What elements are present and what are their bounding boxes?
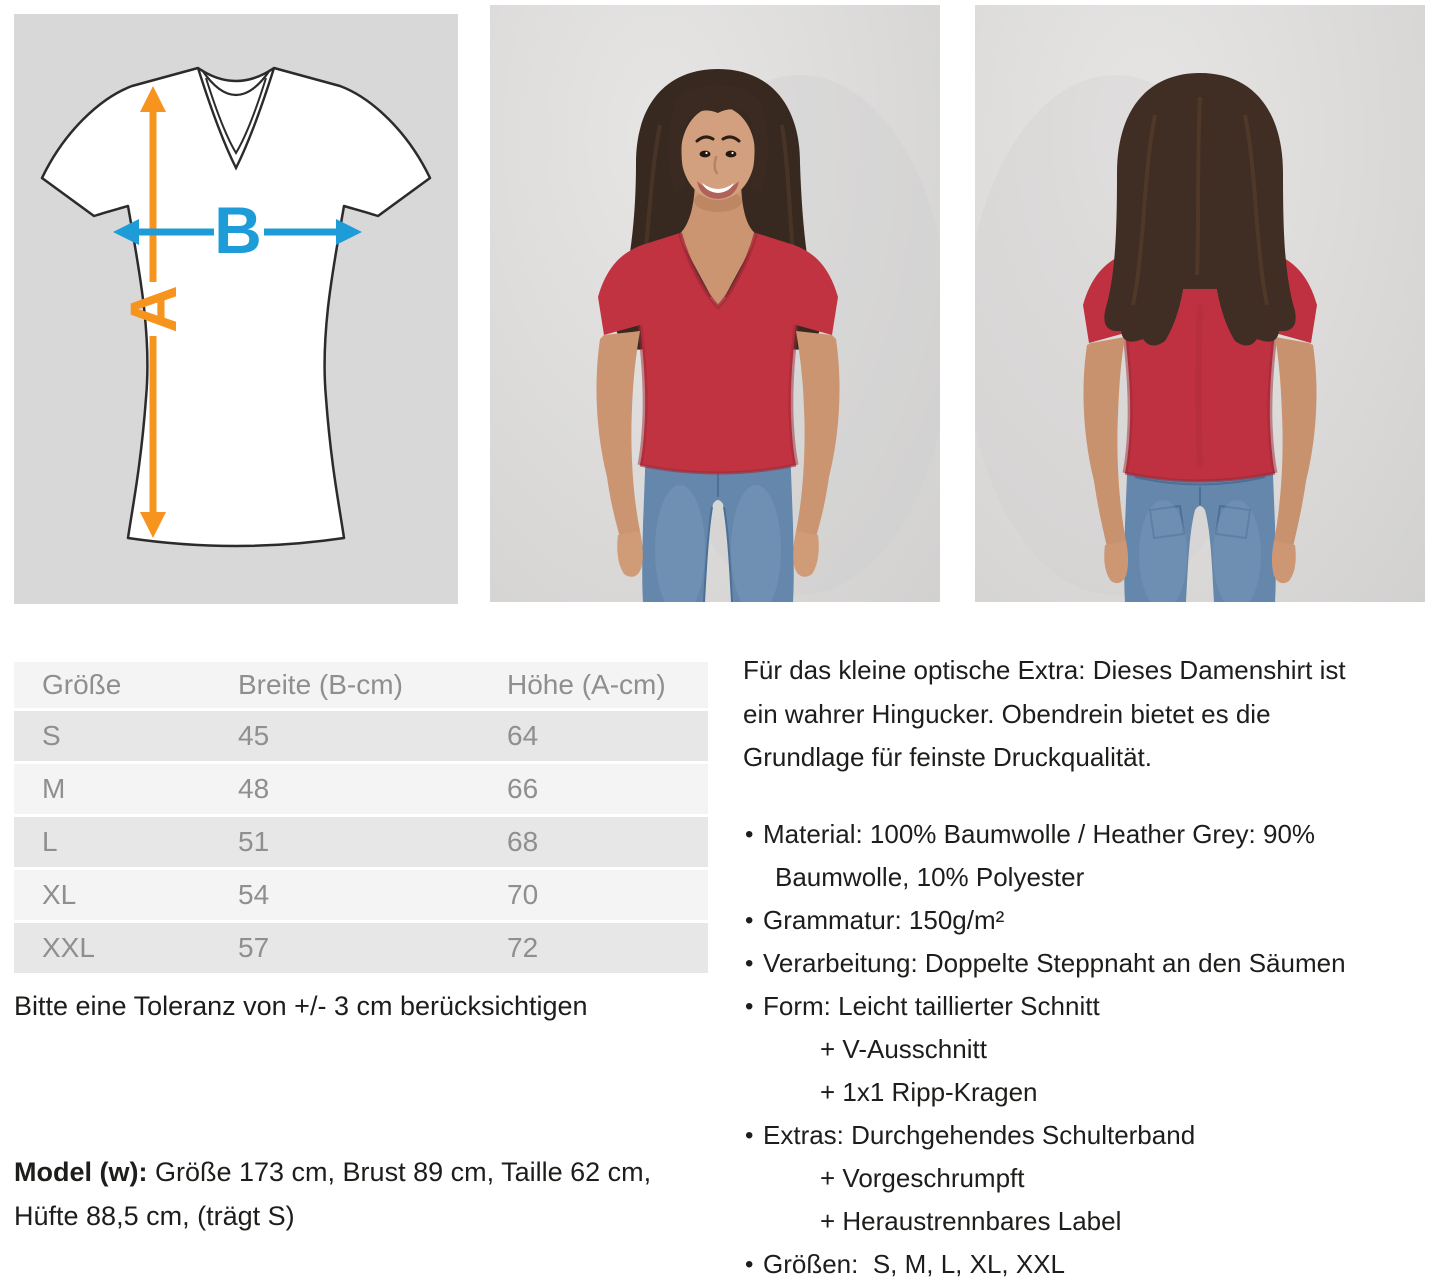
face (681, 106, 755, 200)
col-header-hoehe: Höhe (A-cm) (507, 669, 666, 700)
model-front-illustration (490, 5, 940, 602)
model-line1-text: Größe 173 cm, Brust 89 cm, Taille 62 cm, (147, 1157, 652, 1187)
bullet-verarbeitung: • Verarbeitung: Doppelte Steppnaht an den Säumen (743, 942, 1435, 985)
tshirt-outline (42, 68, 430, 546)
form-sub-ripp-kragen: + 1x1 Ripp-Kragen (820, 1076, 1038, 1107)
hoehe-cell: 66 (507, 773, 539, 804)
product-description (743, 649, 1435, 1278)
bullet-material (743, 813, 1435, 899)
height-label-a: A (116, 285, 190, 333)
breite-cell: 48 (238, 773, 270, 804)
col-header-breite: Breite (B-cm) (238, 669, 403, 700)
table-row-xl (14, 870, 708, 920)
material-line-1: • Material: 100% Baumwolle / Heather Grey: 90% (763, 818, 1316, 849)
extras-sub-vorgeschrumpft: + Vorgeschrumpft (820, 1162, 1025, 1193)
table-row-xxl (14, 923, 708, 973)
intro-line: Für das kleine optische Extra: Dieses Damenshirt ist (743, 655, 1346, 685)
bullet-groessen: • Größen: S, M, L, XL, XXL (743, 1243, 1435, 1278)
table-row-l (14, 817, 708, 867)
width-label-b: B (214, 193, 262, 267)
model-line-2: Hüfte 88,5 cm, (trägt S) (14, 1201, 295, 1231)
form-sub-v-ausschnitt: + V-Ausschnitt (820, 1033, 987, 1064)
size-cell: XXL (42, 932, 95, 963)
hoehe-cell: 70 (507, 879, 539, 910)
size-cell: S (42, 720, 61, 751)
model-front-photo (490, 5, 940, 602)
bullet-grammatur: • Grammatur: 150g/m² (743, 899, 1435, 942)
table-row-m (14, 764, 708, 814)
model-back-illustration (975, 5, 1425, 602)
description-intro (743, 649, 1435, 780)
hoehe-cell: 68 (507, 826, 539, 857)
table-row-s (14, 711, 708, 761)
extras-sub-label: + Heraustrennbares Label (820, 1205, 1122, 1236)
material-line-2: Baumwolle, 10% Polyester (775, 861, 1085, 892)
size-cell: XL (42, 879, 77, 910)
size-cell: L (42, 826, 58, 857)
size-cell: M (42, 773, 66, 804)
col-header-groesse: Größe (42, 669, 122, 700)
bullet-extras: • Extras: Durchgehendes Schulterband (743, 1114, 1435, 1157)
breite-cell: 54 (238, 879, 270, 910)
size-table-header-row (14, 662, 708, 708)
size-diagram-panel (14, 14, 458, 604)
intro-line: Grundlage für feinste Druckqualität. (743, 742, 1152, 772)
model-label: Model (w): (14, 1157, 148, 1187)
model-measurements (14, 1150, 724, 1238)
intro-line: ein wahrer Hingucker. Obendrein bietet es die (743, 698, 1271, 729)
breite-cell: 51 (238, 826, 270, 857)
hoehe-cell: 72 (507, 932, 539, 963)
bullet-form: • Form: Leicht taillierter Schnitt (743, 985, 1435, 1028)
tshirt-measure-diagram (14, 14, 458, 604)
model-back-photo (975, 5, 1425, 602)
breite-cell: 45 (238, 720, 270, 751)
tolerance-note: Bitte eine Toleranz von +/- 3 cm berücksichtigen (14, 991, 588, 1021)
model-line-1 (14, 1150, 724, 1194)
breite-cell: 57 (238, 932, 270, 963)
size-table (14, 662, 708, 976)
feature-list (743, 813, 1435, 1278)
hoehe-cell: 64 (507, 720, 539, 751)
